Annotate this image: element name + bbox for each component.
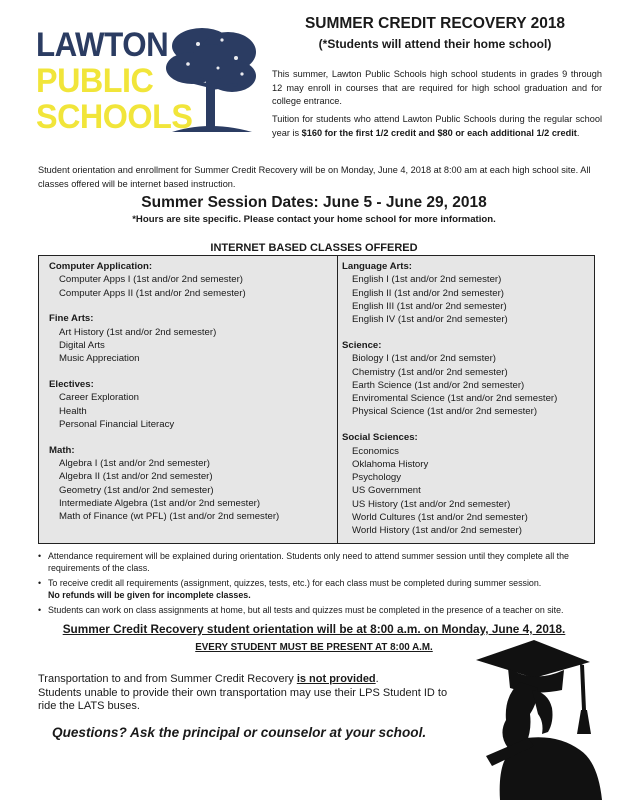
category-title: Math: xyxy=(49,444,75,456)
class-item: Computer Apps I (1st and/or 2nd semester) xyxy=(59,274,243,286)
transport-buses-text: Students unable to provide their own transportation may use their LPS Student ID to ride the LATS buses. xyxy=(38,686,448,713)
tuition-end: . xyxy=(576,127,580,138)
class-item: Chemistry (1st and/or 2nd semester) xyxy=(352,366,508,378)
class-category xyxy=(49,312,331,365)
requirement-bullet xyxy=(38,577,600,601)
orientation-paragraph: Student orientation and enrollment for Summer Credit Recovery will be on Monday, June 4, 2018 at 8:00 am at each high school site. All classes offered will be internet based instruction. xyxy=(38,165,591,189)
requirement-bullet xyxy=(38,550,600,574)
tuition-paragraph xyxy=(272,113,602,140)
category-title: Fine Arts: xyxy=(49,313,94,325)
class-item: Earth Science (1st and/or 2nd semester) xyxy=(352,379,525,391)
class-item: Geometry (1st and/or 2nd semester) xyxy=(59,484,214,496)
class-item: Biology I (1st and/or 2nd semster) xyxy=(352,353,496,365)
classes-heading: INTERNET BASED CLASSES OFFERED xyxy=(210,242,418,254)
category-title: Language Arts: xyxy=(342,261,413,272)
class-item: English II (1st and/or 2nd semester) xyxy=(352,287,504,299)
graduate-silhouette-icon xyxy=(468,638,626,800)
present-notice: EVERY STUDENT MUST BE PRESENT AT 8:00 A.M. xyxy=(195,642,433,653)
class-item: Enviromental Science (1st and/or 2nd semester) xyxy=(352,393,558,405)
bullet-bold-note: No refunds will be given for incomplete classes. xyxy=(48,590,251,600)
district-logo xyxy=(36,28,258,140)
class-item: Personal Financial Literacy xyxy=(59,418,175,430)
classes-right-column xyxy=(337,255,591,544)
page-title: SUMMER CREDIT RECOVERY 2018 xyxy=(304,15,566,32)
bullet-dot: • xyxy=(38,551,42,561)
tuition-amount: $160 for the first 1/2 credit and $80 or each additional 1/2 credit xyxy=(301,127,577,138)
category-title: Electives: xyxy=(49,379,94,391)
transport-text: Transportation to and from Summer Credit Recovery xyxy=(38,673,297,685)
class-category xyxy=(49,378,331,431)
class-item: English I (1st and/or 2nd semester) xyxy=(352,274,502,286)
class-item: Oklahoma History xyxy=(352,458,429,470)
class-item: English IV (1st and/or 2nd semester) xyxy=(352,314,508,326)
requirements-list xyxy=(38,550,600,619)
transport-not-provided: is not provided xyxy=(296,673,376,685)
logo-line-public: PUBLIC xyxy=(36,62,154,100)
session-dates-heading: Summer Session Dates: June 5 - June 29, 2018 xyxy=(141,194,487,211)
class-item: Digital Arts xyxy=(59,339,105,351)
class-item: Math of Finance (wt PFL) (1st and/or 2nd semester) xyxy=(59,511,280,523)
bullet-dot: • xyxy=(38,605,42,615)
classes-left-column xyxy=(49,260,331,536)
class-item: Physical Science (1st and/or 2nd semester) xyxy=(352,406,538,418)
class-item: Career Exploration xyxy=(59,392,139,404)
class-item: Algebra II (1st and/or 2nd semester) xyxy=(59,471,213,483)
intro-paragraph: This summer, Lawton Public Schools high school students in grades 9 through 12 may enroll in courses that are required for high school graduation and for college entrance. xyxy=(272,69,602,106)
category-title: Social Sciences: xyxy=(342,432,418,444)
logo-line-lawton: LAWTON xyxy=(36,26,169,64)
class-item: Algebra I (1st and/or 2nd semester) xyxy=(59,458,210,470)
class-category xyxy=(342,260,591,326)
class-category xyxy=(342,339,591,419)
class-item: English III (1st and/or 2nd semester) xyxy=(352,300,507,312)
class-item: Computer Apps II (1st and/or 2nd semester) xyxy=(59,287,246,299)
tuition-text: Tuition for students who attend Lawton Public Schools during the regular school year is xyxy=(272,114,602,138)
session-hours-note: *Hours are site specific. Please contact your home school for more information. xyxy=(132,214,496,225)
class-item: Intermediate Algebra (1st and/or 2nd semester) xyxy=(59,497,261,509)
class-item: Music Appreciation xyxy=(59,353,140,365)
class-item: World Cultures (1st and/or 2nd semester) xyxy=(352,512,528,524)
class-item: Psychology xyxy=(352,472,402,484)
class-item: Economics xyxy=(352,445,399,457)
class-item: World History (1st and/or 2nd semester) xyxy=(352,525,522,537)
bullet-text: Students can work on class assignments at home, but all tests and quizzes must be completed in the presence of a teacher on site. xyxy=(48,605,564,615)
requirement-bullet xyxy=(38,604,600,616)
category-title: Computer Application: xyxy=(49,261,153,272)
orientation-time-line: Summer Credit Recovery student orientation will be at 8:00 a.m. on Monday, June 4, 2018. xyxy=(62,622,566,636)
page-subtitle: (*Students will attend their home school) xyxy=(318,37,552,51)
class-category xyxy=(49,260,331,300)
class-category xyxy=(342,431,591,537)
category-title: Science: xyxy=(342,339,382,351)
classes-box xyxy=(38,255,595,544)
class-item: US Government xyxy=(352,485,421,497)
transportation-paragraph xyxy=(38,673,458,714)
questions-callout: Questions? Ask the principal or counselor at your school. xyxy=(52,725,427,740)
bullet-text: Attendance requirement will be explained during orientation. Students only need to attend summer session until they complete all the requirements of the class. xyxy=(48,551,569,573)
bullet-text: To receive credit all requirements (assignment, quizzes, tests, etc.) for each class must be completed during summer session. xyxy=(48,578,542,588)
class-item: US History (1st and/or 2nd semester) xyxy=(352,498,511,510)
class-item: Health xyxy=(59,405,87,417)
class-category xyxy=(49,444,331,524)
logo-line-schools: SCHOOLS xyxy=(36,98,193,136)
tree-icon xyxy=(162,24,260,136)
bullet-dot: • xyxy=(38,578,42,588)
class-item: Art History (1st and/or 2nd semester) xyxy=(59,326,217,338)
transport-period: . xyxy=(375,673,379,685)
